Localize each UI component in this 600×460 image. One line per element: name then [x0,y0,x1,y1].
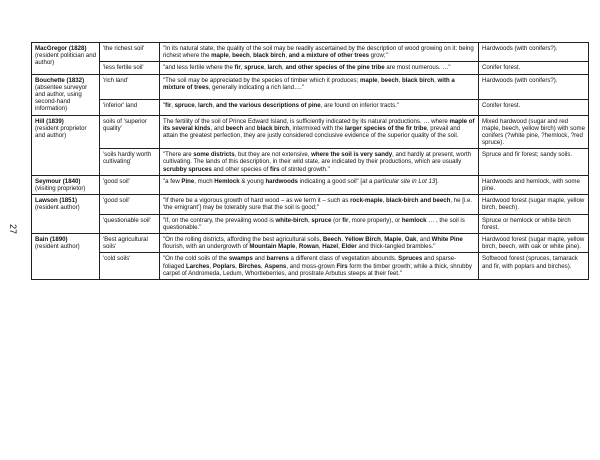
quote-text: , [434,76,438,84]
interpretation-cell: Hardwoods (with conifers?). [479,74,589,99]
table-row [32,233,589,252]
quotation-cell [160,175,479,194]
table-row [32,115,589,149]
quote-bold-text: hemlock [401,216,427,224]
author-cell [32,175,100,194]
soil-term-cell: 'soils hardly worth cultivating' [100,149,160,176]
interpretation-cell: Conifer forest. [479,99,589,115]
quote-text: , [377,76,381,84]
quote-text: " [163,101,166,109]
quote-text: (or [331,216,343,224]
quote-text: "On the rolling districts, affording the best agricultural soils, [163,235,323,243]
soil-term-cell: 'questionable soil' [100,214,160,233]
page-number: 27 [8,223,19,235]
table-body [32,43,589,280]
quote-text: , [338,243,342,251]
quote-text: , [295,243,299,251]
quote-text: "if, on the contrary, the prevailing wood is [163,216,276,224]
quote-bold-text: Maple [384,235,402,243]
quote-text: , [264,64,268,72]
quote-text: , [380,235,385,243]
quote-bold-text: black-birch and beech [386,197,451,205]
table-row [32,74,589,99]
soil-term-cell: 'rich land' [100,74,160,99]
quotation-cell [160,149,479,176]
quote-text: , [171,101,175,109]
soil-term-cell: 'cold soils' [100,253,160,280]
quote-bold-text: Oak [404,235,417,243]
soil-term-cell: 'Best agricultural soils' [100,233,160,252]
author-name: Bain (1890) [35,235,68,243]
quote-text: , but they are not extensive, [234,151,312,159]
table-row [32,62,589,74]
quote-text: form the timber growth; while a thick, shrubby carpet of Andromeda, Ledum, Whortleberries, and prostrate Arbutus steeps at their feet." [163,262,472,277]
author-role: (resident proprietor and author) [35,124,87,139]
quote-bold-text: spruce [244,64,265,72]
quote-text: , [194,101,199,109]
interpretation-cell: Mixed hardwood (sugar and red maple, beech, yellow birch) with some conifers (?white pine, ?hemlock, ?red spruce). [479,115,589,149]
interpretation-cell: Spruce or hemlock or white birch forest. [479,214,589,233]
quote-bold-text: Larches [186,262,210,270]
quote-text: , [260,262,265,270]
author-name: Seymour (1840) [35,177,81,185]
quote-text: are most numerous. …" [384,64,451,72]
table-row [32,43,589,62]
quote-bold-text: Firs [336,262,348,270]
quote-bold-text: and the various descriptions of pine [216,101,321,109]
quote-text: , [228,52,233,60]
quote-bold-text: Rowan [298,243,319,251]
soil-term-cell: 'the richest soil' [100,43,160,62]
quote-text: , and hardly at present, worth cultivating. The lands of this description, in their wild state, are indicated by their productions, which are usually [163,151,472,166]
quote-bold-text: where the soil is very sandy [311,151,393,159]
quote-text: "If there be a vigorous growth of hard wood – as we term it – such as [163,197,351,205]
quote-bold-text: Aspens [264,262,287,270]
quotation-cell [160,115,479,149]
quote-text: and [243,124,257,132]
quote-text: of stinted growth." [279,165,330,173]
interpretation-cell: Softwood forest (spruces, tamarack and fir, with poplars and birches). [479,253,589,280]
quote-text: ]. [435,177,439,185]
quote-text: indicating a good soil" [ [297,177,363,185]
quote-bold-text: Pine [181,177,195,185]
author-name: MacGregor (1828) [35,45,87,52]
quote-text: , [401,235,405,243]
interpretation-cell: Hardwoods (with conifers?). [479,43,589,62]
quotation-cell [160,253,479,280]
quote-bold-text: swamps [228,255,253,263]
quote-bold-text: fir [165,101,172,109]
author-role: (resident politician and author) [35,52,96,67]
quote-text: , intermixed with the [289,124,345,132]
quote-bold-text: Spruces [398,255,423,263]
quote-bold-text: white-birch [275,216,308,224]
quote-text: "a few [163,177,182,185]
quote-bold-text: with a mixture of trees [163,76,455,91]
quote-bold-text: black birch [253,52,286,60]
quote-text: "The soil may be appreciated by the species of timber which it produces; [163,76,360,84]
quote-text: , prevail and attain the greatest perfection, they are justly considered conclusive evidence of the superior quality of the soil. [163,124,461,139]
quote-bold-text: fir [234,64,241,72]
author-role: (resident author) [35,243,80,251]
quote-bold-text: black birch [401,76,435,84]
quote-text: , generally indicating a rich land…." [208,83,305,91]
quote-text: , [235,262,239,270]
quote-text: , [249,52,254,60]
quote-text: … , the soil is questionable." [163,216,465,231]
quote-text: & young [239,177,266,185]
soil-term-cell: 'good soil' [100,195,160,214]
quote-bold-text: Yellow Birch [344,235,381,243]
author-cell [32,233,100,279]
quote-text: , [212,101,216,109]
quote-text: , [398,76,402,84]
table-row [32,214,589,233]
author-name: Lawson (1851) [35,197,77,205]
interpretation-cell: Hardwood forest (sugar maple, yellow birch, beech, with oak or white pine). [479,233,589,252]
table-row [32,253,589,280]
quote-bold-text: hardwoods [265,177,298,185]
table-row [32,149,589,176]
quote-text: , and [210,124,226,132]
author-role: (visiting proprietor) [35,185,86,192]
quote-text: , he [i.e. 'the emigrant'] may be tolerably sure that the soil is good;" [163,197,473,212]
soil-term-cell: 'good soil' [100,175,160,194]
quote-italic-text: at a particular site in Lot 13 [362,177,436,185]
quotation-cell [160,62,479,74]
quote-text: , [282,64,286,72]
quote-text: , and [416,235,432,243]
quote-bold-text: barrens [266,255,289,263]
quote-text: , [318,243,323,251]
quote-text: "There are [163,151,194,159]
quote-text: grow;" [368,52,388,60]
table-row [32,195,589,214]
quote-bold-text: Beech [322,235,342,243]
quote-text: , [285,52,289,60]
quotation-cell [160,233,479,252]
quote-bold-text: and a mixture of other trees [288,52,369,60]
quote-bold-text: scrubby spruces [163,165,212,173]
quote-bold-text: larch [198,101,213,109]
quote-bold-text: White Pine [431,235,463,243]
quote-bold-text: beech [225,124,244,132]
table-row [32,175,589,194]
quote-bold-text: beech [232,52,250,60]
interpretation-cell: Spruce and fir forest; sandy soils. [479,149,589,176]
soil-term-cell: soils of 'superior quality' [100,115,160,149]
interpretation-cell: Hardwoods and hemlock, with some pine. [479,175,589,194]
quote-bold-text: Birches [238,262,261,270]
author-role: (absentee surveyor and author, using second-hand information) [35,83,88,113]
quote-text: , [341,235,345,243]
quote-bold-text: spruce [311,216,332,224]
quote-text: a different class of vegetation abounds. [288,255,399,263]
quote-text: "and less fertile where the [163,64,235,72]
quote-text: , [382,197,387,205]
quote-text: "In its natural state, the quality of the soil may be readily ascertained by the description of wood growing on it: being richest where the [163,45,474,60]
quote-bold-text: some districts [193,151,235,159]
quote-bold-text: Elder [341,243,357,251]
quote-text: and [252,255,267,263]
quote-bold-text: spruce [174,101,195,109]
interpretation-cell: Conifer forest. [479,62,589,74]
quotation-cell [160,195,479,214]
author-name: Hill (1839) [35,117,64,125]
quote-bold-text: larger species of the fir tribe [344,124,427,132]
quote-text: , are found on inferior tracts." [320,101,400,109]
quote-bold-text: fir [342,216,349,224]
interpretation-cell: Hardwood forest (sugar maple, yellow birch, beech). [479,195,589,214]
quotation-cell [160,214,479,233]
quote-bold-text: Hazel [322,243,339,251]
quote-text: and sparse-foliaged [163,255,457,270]
table-row [32,99,589,115]
quote-text: , [240,64,245,72]
quote-text: , and moss-grown [286,262,337,270]
quote-text: , much [194,177,215,185]
quote-bold-text: black birch [256,124,290,132]
quote-bold-text: maple [211,52,229,60]
quotation-cell [160,43,479,62]
author-name: Bouchette (1832) [35,76,85,84]
quote-bold-text: firs [270,165,280,173]
quote-text: , [308,216,312,224]
quote-bold-text: Poplars [212,262,236,270]
quote-text: The fertility of the soil of Prince Edward Island, is sufficiently indicated by its natural productions. … where [163,117,450,125]
author-role: (resident author) [35,204,80,212]
quotation-cell [160,99,479,115]
soil-term-cell: 'inferior' land [100,99,160,115]
soil-term-cell: 'less fertile soil' [100,62,160,74]
quote-text: flourish, with an undergrowth of [163,243,250,251]
quote-text: , more properly), or [348,216,402,224]
quote-text: , [209,262,213,270]
author-cell [32,74,100,115]
quote-bold-text: maple of its several kinds [163,117,475,132]
soil-vegetation-table-container [31,42,588,280]
quote-bold-text: Mountain Maple [249,243,296,251]
quote-text: and other species of [211,165,271,173]
quote-text: and thick-tangled brambles." [356,243,436,251]
quote-bold-text: maple [359,76,378,84]
quote-bold-text: Hemlock [214,177,240,185]
quote-bold-text: rock-maple [350,197,383,205]
author-cell [32,195,100,234]
author-cell [32,43,100,75]
soil-vegetation-table [31,42,589,280]
quotation-cell [160,74,479,99]
author-cell [32,115,100,175]
quote-bold-text: beech [380,76,399,84]
quote-bold-text: larch [267,64,283,72]
quote-bold-text: and other species of the pine tribe [285,64,385,72]
quote-text: "On the cold soils of the [163,255,229,263]
